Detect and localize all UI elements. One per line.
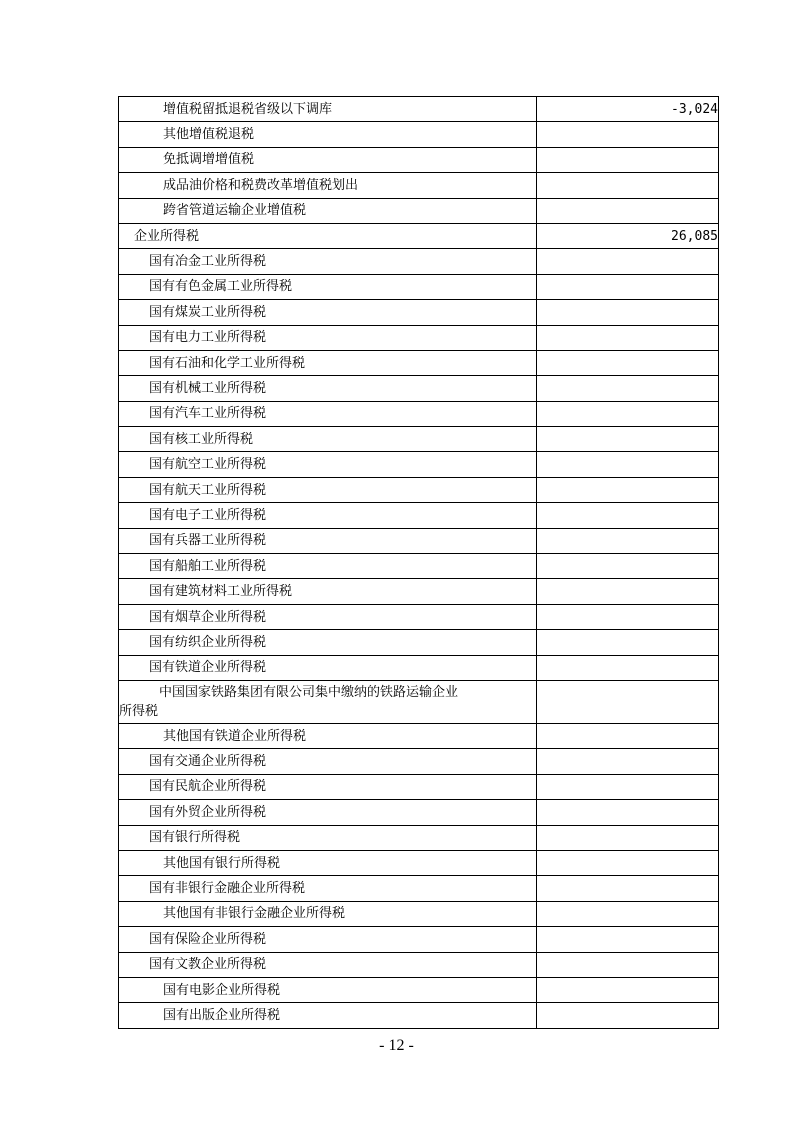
budget-table	[118, 96, 719, 1029]
row-label: 跨省管道运输企业增值税	[119, 198, 537, 223]
table-row	[119, 655, 719, 680]
row-value	[537, 401, 719, 426]
row-label: 国有冶金工业所得税	[119, 249, 537, 274]
table-row	[119, 977, 719, 1002]
row-value	[537, 376, 719, 401]
row-value	[537, 749, 719, 774]
table-row	[119, 503, 719, 528]
row-value	[537, 198, 719, 223]
row-value	[537, 300, 719, 325]
table-row	[119, 604, 719, 629]
row-value	[537, 774, 719, 799]
table-row	[119, 325, 719, 350]
table-row	[119, 876, 719, 901]
row-value	[537, 350, 719, 375]
row-label: 国有航天工业所得税	[119, 477, 537, 502]
row-label: 国有有色金属工业所得税	[119, 274, 537, 299]
row-value	[537, 325, 719, 350]
row-label: 其他国有铁道企业所得税	[119, 723, 537, 748]
row-label: 国有烟草企业所得税	[119, 604, 537, 629]
row-label: 国有煤炭工业所得税	[119, 300, 537, 325]
table-row	[119, 630, 719, 655]
row-value	[537, 825, 719, 850]
table-row	[119, 680, 719, 723]
row-label: 增值税留抵退税省级以下调库	[119, 97, 537, 122]
row-label: 国有文教企业所得税	[119, 952, 537, 977]
row-label: 国有民航企业所得税	[119, 774, 537, 799]
table-row	[119, 901, 719, 926]
row-value	[537, 173, 719, 198]
row-label: 国有交通企业所得税	[119, 749, 537, 774]
row-label: 国有电力工业所得税	[119, 325, 537, 350]
table-row	[119, 427, 719, 452]
row-value	[537, 876, 719, 901]
row-label-line1: 中国国家铁路集团有限公司集中缴纳的铁路运输企业	[159, 684, 459, 700]
row-label: 国有纺织企业所得税	[119, 630, 537, 655]
table-row	[119, 774, 719, 799]
row-value: 26,085	[537, 223, 719, 248]
row-label: 成品油价格和税费改革增值税划出	[119, 173, 537, 198]
row-value	[537, 122, 719, 147]
table-row	[119, 122, 719, 147]
table-row	[119, 147, 719, 172]
table-row	[119, 554, 719, 579]
table-row	[119, 723, 719, 748]
row-value	[537, 901, 719, 926]
row-label: 国有非银行金融企业所得税	[119, 876, 537, 901]
row-value	[537, 554, 719, 579]
table-row	[119, 452, 719, 477]
table-row	[119, 401, 719, 426]
row-value	[537, 850, 719, 875]
row-label: 国有保险企业所得税	[119, 927, 537, 952]
row-label: 国有石油和化学工业所得税	[119, 350, 537, 375]
row-value	[537, 977, 719, 1002]
row-value	[537, 579, 719, 604]
row-value	[537, 1003, 719, 1028]
table-row	[119, 249, 719, 274]
table-row	[119, 173, 719, 198]
row-label-line2: 所得税	[119, 703, 159, 719]
row-label: 国有航空工业所得税	[119, 452, 537, 477]
row-label: 国有出版企业所得税	[119, 1003, 537, 1028]
row-value: -3,024	[537, 97, 719, 122]
row-value	[537, 427, 719, 452]
table-row	[119, 528, 719, 553]
row-label: 国有外贸企业所得税	[119, 800, 537, 825]
table-row	[119, 198, 719, 223]
row-label: 其他增值税退税	[119, 122, 537, 147]
row-label	[119, 680, 537, 723]
row-value	[537, 147, 719, 172]
table-row	[119, 477, 719, 502]
row-label: 其他国有银行所得税	[119, 850, 537, 875]
row-value	[537, 927, 719, 952]
table-row	[119, 1003, 719, 1028]
row-value	[537, 952, 719, 977]
row-value	[537, 452, 719, 477]
table-row	[119, 850, 719, 875]
table-row	[119, 579, 719, 604]
row-value	[537, 477, 719, 502]
row-value	[537, 249, 719, 274]
table-row	[119, 350, 719, 375]
row-value	[537, 723, 719, 748]
table-row	[119, 800, 719, 825]
row-value	[537, 528, 719, 553]
table-row	[119, 927, 719, 952]
table-row	[119, 274, 719, 299]
page-number: - 12 -	[379, 1037, 414, 1054]
table-row	[119, 952, 719, 977]
row-value	[537, 274, 719, 299]
row-value	[537, 800, 719, 825]
table-row	[119, 825, 719, 850]
row-value	[537, 604, 719, 629]
row-label: 国有兵器工业所得税	[119, 528, 537, 553]
row-value	[537, 630, 719, 655]
row-label: 其他国有非银行金融企业所得税	[119, 901, 537, 926]
row-label: 国有电子工业所得税	[119, 503, 537, 528]
row-value	[537, 503, 719, 528]
row-value	[537, 680, 719, 723]
row-label: 企业所得税	[119, 223, 537, 248]
row-label: 国有电影企业所得税	[119, 977, 537, 1002]
row-label: 国有机械工业所得税	[119, 376, 537, 401]
table-row	[119, 300, 719, 325]
table-row	[119, 223, 719, 248]
row-label: 国有船舶工业所得税	[119, 554, 537, 579]
table-row	[119, 376, 719, 401]
row-value	[537, 655, 719, 680]
row-label: 国有汽车工业所得税	[119, 401, 537, 426]
table-row	[119, 97, 719, 122]
table-row	[119, 749, 719, 774]
row-label: 国有核工业所得税	[119, 427, 537, 452]
row-label: 国有银行所得税	[119, 825, 537, 850]
row-label: 国有建筑材料工业所得税	[119, 579, 537, 604]
row-label: 国有铁道企业所得税	[119, 655, 537, 680]
row-label: 免抵调增增值税	[119, 147, 537, 172]
